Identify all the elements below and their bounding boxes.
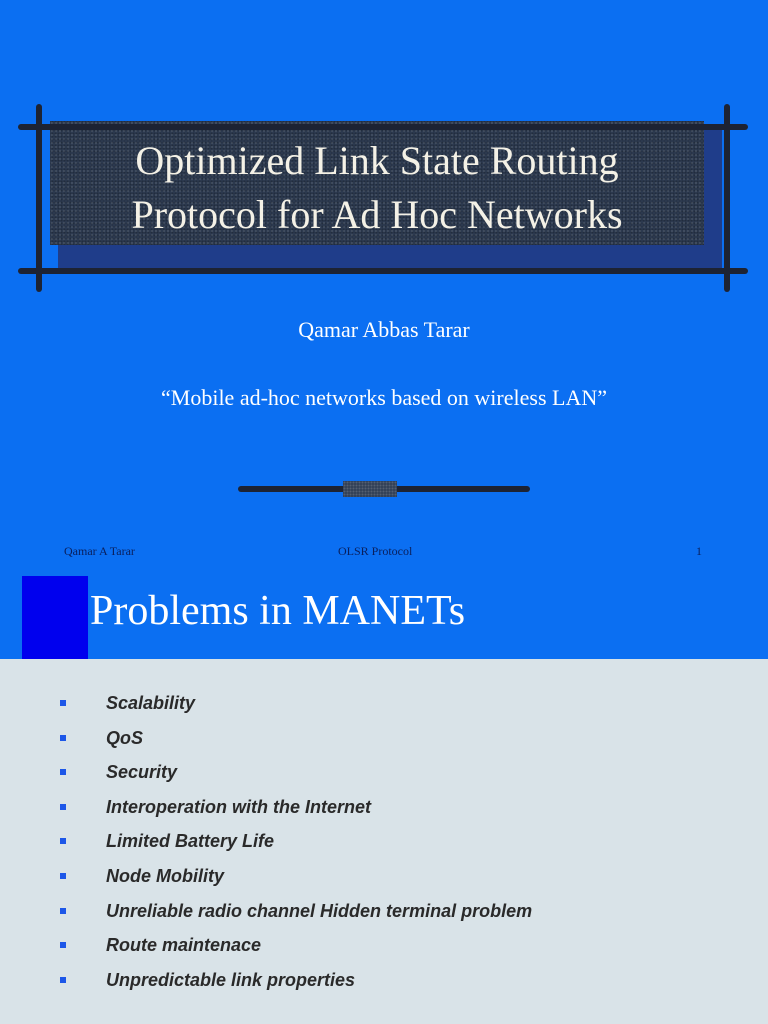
subtitle-quote: “Mobile ad-hoc networks based on wireless LAN” — [161, 385, 607, 410]
problem-list — [0, 690, 768, 1001]
square-bullet-icon — [60, 769, 66, 775]
list-item — [0, 898, 768, 933]
list-item — [0, 725, 768, 760]
list-item-text: Security — [106, 762, 178, 783]
frame-bar-left — [36, 104, 42, 292]
square-bullet-icon — [60, 908, 66, 914]
list-item-text: Node Mobility — [106, 865, 224, 886]
square-bullet-icon — [60, 977, 66, 983]
list-item — [0, 690, 768, 725]
slide-title-line-2: Protocol for Ad Hoc Networks — [131, 192, 623, 237]
list-item — [0, 828, 768, 863]
list-item — [0, 759, 768, 794]
list-item-text: Unreliable radio channel Hidden terminal problem — [106, 900, 533, 921]
square-bullet-icon — [60, 942, 66, 948]
slide-2-title: Problems in MANETs — [90, 588, 466, 634]
list-item — [0, 932, 768, 967]
list-item-text: Unpredictable link properties — [106, 969, 356, 990]
list-item-text: Scalability — [106, 693, 196, 713]
footer-page-number: 1 — [696, 544, 702, 558]
list-item — [0, 863, 768, 898]
frame-bar-right — [724, 104, 730, 292]
header-accent-square — [22, 576, 88, 659]
slide-title-line-1: Optimized Link State Routing — [135, 138, 619, 183]
author-name: Qamar Abbas Tarar — [298, 317, 470, 342]
list-item-text: Interoperation with the Internet — [106, 796, 372, 817]
square-bullet-icon — [60, 804, 66, 810]
frame-bar-bottom — [18, 268, 748, 274]
footer-author: Qamar A Tarar — [64, 544, 135, 558]
footer-title: OLSR Protocol — [338, 544, 413, 558]
square-bullet-icon — [60, 700, 66, 706]
divider-center-block — [343, 481, 397, 497]
slide-title — [50, 134, 704, 242]
list-item — [0, 967, 768, 1002]
list-item-text: Limited Battery Life — [106, 831, 275, 852]
list-item-text: QoS — [106, 727, 144, 748]
list-item — [0, 794, 768, 829]
frame-bar-top — [18, 124, 748, 130]
square-bullet-icon — [60, 873, 66, 879]
square-bullet-icon — [60, 735, 66, 741]
square-bullet-icon — [60, 838, 66, 844]
list-item-text: Route maintenace — [106, 935, 262, 956]
